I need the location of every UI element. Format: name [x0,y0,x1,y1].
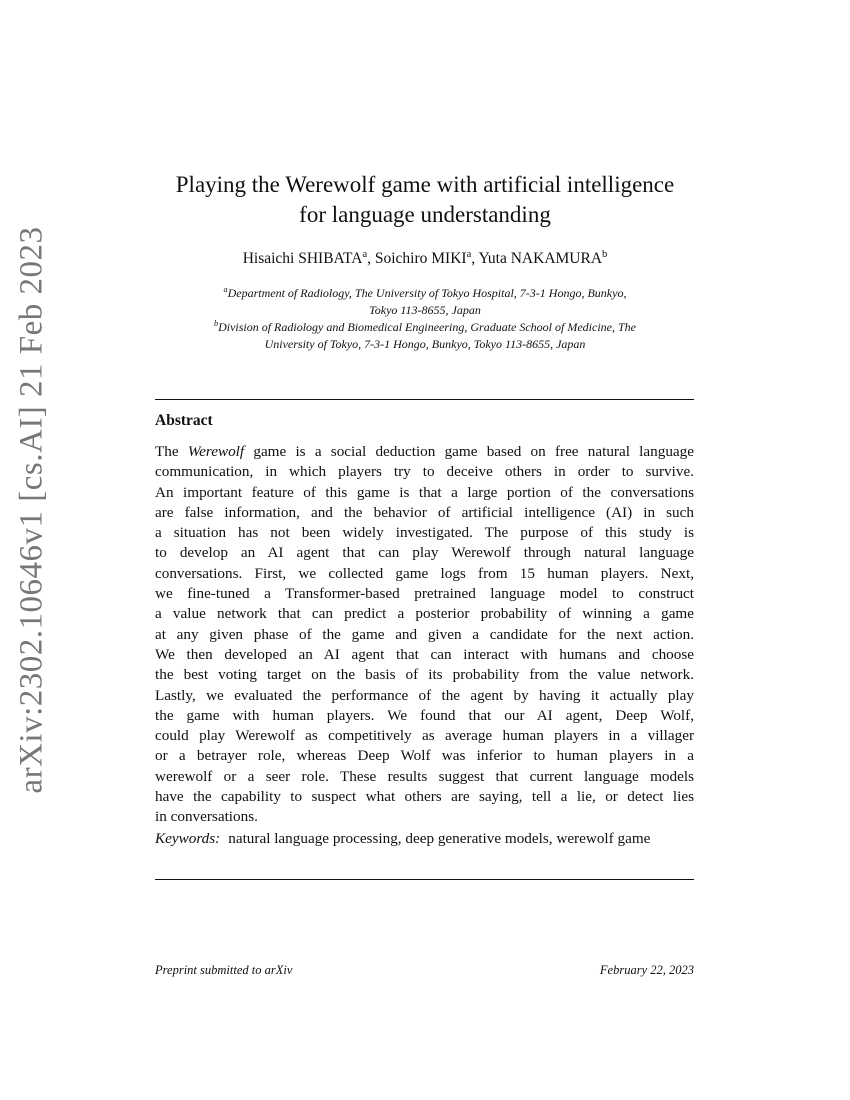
abstract-line: Lastly, we evaluated the performance of the agent by having it actually play [155,686,694,704]
author-separator: , [471,250,479,267]
abstract-bottom-rule [155,879,694,880]
abstract-line: have the capability to suspect what others are saying, tell a lie, or detect lies [155,788,694,806]
affiliations [160,285,690,353]
affiliation-b-mark: b [213,319,219,328]
abstract-line: werewolf or a seer role. These results suggest that current language models [155,767,694,785]
affiliation-a-line-1: $^a$Department of Radiology, The University of Tokyo Hospital, 7-3-1 Hongo, Bunkyo, [223,285,627,300]
affiliation-b-line-1: $^b$Division of Radiology and Biomedical Engineering, Graduate School of Medicine, The [213,319,636,334]
keywords [155,829,694,849]
abstract-line: We then developed an AI agent that can interact with humans and choose [155,645,694,663]
abstract-heading: Abstract [155,412,213,429]
abstract-line: to develop an AI agent that can play Werewolf through natural language [155,544,694,562]
footer-date: February 22, 2023 [599,963,694,977]
author-name: Hisaichi SHIBATA [242,250,363,267]
author-affiliation-mark: b [602,248,608,260]
abstract-line: are false information, and the behavior of artificial intelligence (AI) in such [155,503,694,521]
author-name: Soichiro MIKI [374,250,467,267]
abstract-line: conversations. First, we collected game logs from 15 human players. Next, [155,564,694,582]
abstract-line: a value network that can predict a posterior probability of winning a game [155,605,694,623]
abstract-werewolf-italic: Werewolf [187,443,245,460]
abstract-line: An important feature of this game is that a large portion of the conversations [155,483,694,501]
keywords-text: natural language processing, deep generative models, werewolf game [228,830,651,847]
abstract-line: at any given phase of the game and given a candidate for the next action. [155,625,694,643]
abstract-line: the best voting target on the basis of its probability from the value network. [155,666,694,684]
abstract-body [155,442,694,828]
abstract-line: we fine-tuned a Transformer-based pretrained language model to construct [155,585,694,603]
footer-preprint-note: Preprint submitted to arXiv [155,963,293,977]
abstract-top-rule [155,399,694,400]
author-affiliation-mark: a [362,248,368,260]
keywords-label: Keywords: [155,830,221,847]
abstract-line: or a betrayer role, whereas Deep Wolf was inferior to human players in a [155,747,694,765]
abstract-line: the game with human players. We found that our AI agent, Deep Wolf, [155,706,694,724]
abstract-line: communication, in which players try to deceive others in order to survive. [155,463,694,481]
affiliation-a-line-2: Tokyo 113-8655, Japan [369,303,481,317]
author-affiliation-mark: a [466,248,472,260]
paper-title [150,170,700,230]
abstract-line: The Werewolf game is a social deduction game based on free natural language [155,443,694,460]
author-list [150,250,700,268]
paper-title-line-2: for language understanding [299,202,551,227]
arxiv-identifier: arXiv:2302.10646v1 [cs.AI] 21 Feb 2023 [13,226,50,794]
abstract-line: in conversations. [155,808,258,826]
abstract-line: a situation has not been widely investigated. The purpose of this study is [155,524,694,542]
affiliation-b-line-2: University of Tokyo, 7-3-1 Hongo, Bunkyo, Tokyo 113-8655, Japan [264,337,586,351]
affiliation-a-mark: a [223,285,228,294]
abstract-line: could play Werewolf as competitively as average human players in a villager [155,727,694,745]
author-name: Yuta NAKAMURA [478,250,603,267]
author-separator: , [367,250,375,267]
paper-title-line-1: Playing the Werewolf game with artificial intelligence [175,172,675,197]
